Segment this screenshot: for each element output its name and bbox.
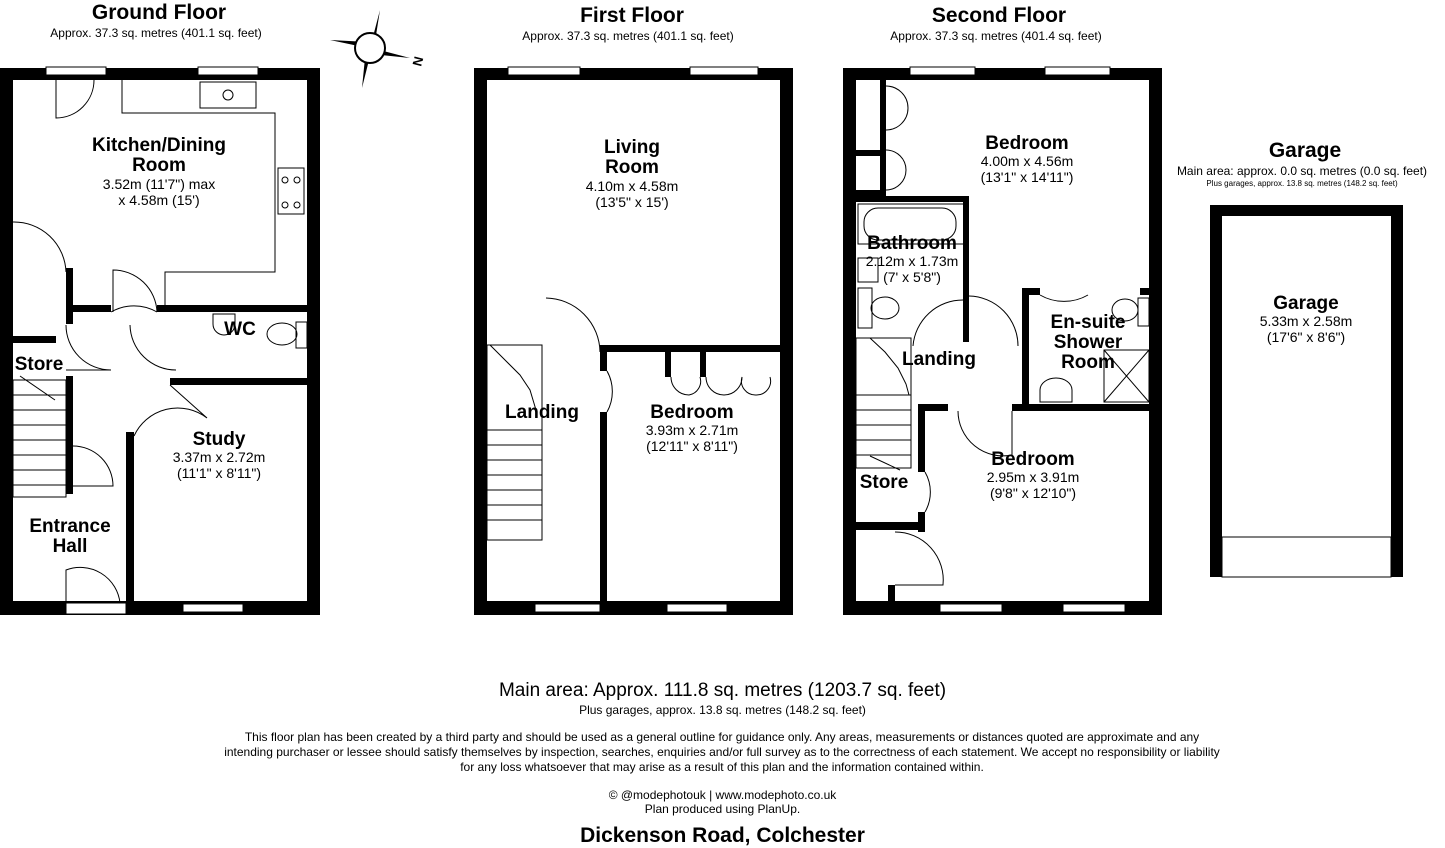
first-floor-area: Approx. 37.3 sq. metres (401.1 sq. feet): [522, 29, 734, 43]
bathroom-dim-1: 2.12m x 1.73m: [865, 253, 959, 269]
door-swing: [73, 446, 113, 486]
wall: [0, 601, 320, 615]
window: [535, 604, 600, 612]
ensuite-label-2: Shower: [1053, 332, 1123, 353]
second-floor-area: Approx. 37.3 sq. metres (401.4 sq. feet): [890, 29, 1102, 43]
study-dim-1: 3.37m x 2.72m: [172, 449, 266, 465]
wall: [1149, 404, 1162, 615]
ensuite-basin: [1040, 378, 1072, 402]
ground-floor-title: Ground Floor: [91, 1, 227, 24]
door-swing: [1040, 295, 1088, 301]
first-bedroom-label: Bedroom: [650, 402, 734, 423]
first-bedroom-dim-2: (12'11" x 8'11"): [646, 438, 738, 454]
wc-label: WC: [224, 319, 256, 340]
wardrobe-door: [671, 377, 701, 395]
garage-title: Garage: [1268, 139, 1342, 162]
store-label: Store: [14, 354, 64, 375]
second-bedroom1-dim-1: 4.00m x 4.56m: [980, 153, 1074, 169]
wall: [474, 601, 793, 615]
wc-cistern: [296, 322, 307, 348]
door-swing: [56, 80, 94, 118]
garage-door: [1222, 537, 1391, 577]
window: [940, 604, 1002, 612]
wardrobe-door: [886, 86, 908, 190]
wall: [126, 432, 134, 607]
wall: [843, 68, 856, 615]
second-bedroom2-dim-1: 2.95m x 3.91m: [986, 469, 1080, 485]
ensuite-label-1: En-suite: [1050, 312, 1126, 333]
cistern: [858, 288, 872, 328]
ensuite-label-3: Room: [1061, 352, 1115, 373]
ground-floor-area: Approx. 37.3 sq. metres (401.1 sq. feet): [50, 26, 262, 40]
door-swing: [925, 472, 930, 512]
window: [198, 67, 258, 75]
front-door-opening: [66, 603, 126, 614]
compass-north-label: N: [409, 54, 427, 68]
wall: [474, 68, 487, 615]
second-floor-plan: [843, 4, 1162, 615]
wall: [600, 345, 607, 371]
wardrobe-door: [706, 377, 771, 395]
door-swing: [66, 325, 111, 370]
wall: [170, 378, 307, 385]
first-bedroom-dim-1: 3.93m x 2.71m: [645, 422, 739, 438]
wall: [918, 404, 925, 472]
hob: [278, 168, 304, 214]
window: [1045, 67, 1110, 75]
wall: [856, 522, 925, 530]
garage-dim-2: (17'6" x 8'6"): [1266, 329, 1346, 345]
window: [508, 67, 580, 75]
garage-dim-1: 5.33m x 2.58m: [1259, 313, 1353, 329]
hall-label-1: Entrance: [29, 516, 111, 537]
sink-bowl: [223, 90, 233, 100]
plus-garages-total: Plus garages, approx. 13.8 sq. metres (148.2 sq. feet): [579, 703, 866, 717]
disclaimer: This floor plan has been created by a third party and should be used as a general outline for guidance only. Any areas, measurements or distances quoted are approximate and any intending purchaser or lessee should satisfy themselves by inspection, searches, enquiries and/or full survey as to the correctness of each statement. We accept no responsibility or liability for any loss whatsoever that may arise as a result of this plan and the information contained within.: [224, 730, 1220, 774]
wall: [66, 268, 73, 324]
garage-plus: Plus garages, approx. 13.8 sq. metres (148.2 sq. feet): [1206, 179, 1398, 188]
wall: [600, 345, 780, 352]
study-dim-2: (11'1" x 8'11"): [176, 465, 262, 481]
window: [690, 67, 758, 75]
first-floor-title: First Floor: [580, 4, 684, 27]
wall: [1140, 288, 1149, 295]
living-label-2: Room: [605, 157, 659, 178]
door-swing: [969, 296, 1018, 346]
kitchen-label-1: Kitchen/Dining: [91, 135, 227, 156]
property-address: Dickenson Road, Colchester: [580, 824, 865, 847]
plan-produced: Plan produced using PlanUp.: [644, 802, 801, 816]
first-floor-plan: [474, 4, 793, 615]
wall: [880, 80, 886, 190]
garage-room-label: Garage: [1273, 293, 1339, 314]
kitchen-dim-1: 3.52m (11'7") max: [102, 176, 216, 192]
staircase: [13, 376, 66, 497]
wall: [843, 68, 1162, 80]
wall: [780, 68, 793, 615]
ground-floor-plan: [0, 1, 320, 615]
door-swing: [13, 222, 66, 272]
credit: © @modephotouk | www.modephoto.co.uk: [608, 788, 837, 802]
staircase: [487, 345, 542, 540]
wc-toilet: [267, 323, 297, 345]
wall: [0, 336, 56, 343]
bathroom-dim-2: (7' x 5'8"): [883, 269, 941, 285]
second-floor-title: Second Floor: [931, 4, 1067, 27]
wall: [856, 196, 968, 202]
wall: [1149, 68, 1162, 411]
living-label-1: Living: [604, 137, 660, 158]
living-dim-2: (13'5" x 15'): [595, 194, 669, 210]
window: [183, 604, 243, 612]
door-swing: [66, 567, 120, 603]
living-dim-1: 4.10m x 4.58m: [585, 178, 679, 194]
hall-label-2: Hall: [52, 536, 88, 557]
ensuite-cistern: [1138, 298, 1149, 326]
wall: [1012, 404, 1162, 411]
door-swing: [607, 371, 612, 412]
bathroom-label: Bathroom: [867, 233, 957, 254]
wall: [66, 305, 111, 312]
wall: [66, 376, 73, 494]
wall: [665, 345, 671, 377]
second-bedroom2-label: Bedroom: [991, 449, 1075, 470]
sink: [200, 82, 256, 108]
door-swing: [546, 298, 600, 352]
door-swing: [913, 300, 963, 346]
toilet: [871, 297, 899, 319]
wall: [1391, 205, 1403, 577]
garage-plan: [1177, 139, 1427, 577]
wall: [1210, 205, 1222, 577]
wall: [856, 190, 886, 196]
wall: [157, 305, 307, 312]
second-bedroom2-dim-2: (9'8" x 12'10"): [989, 485, 1077, 501]
second-bedroom1-label: Bedroom: [985, 133, 1069, 154]
study-label: Study: [192, 429, 246, 450]
second-landing-label: Landing: [902, 349, 976, 370]
first-landing-label: Landing: [505, 402, 579, 423]
second-store-label: Store: [859, 472, 909, 493]
main-area-total: Main area: Approx. 111.8 sq. metres (1203.7 sq. feet): [498, 680, 947, 701]
kitchen-label-2: Room: [132, 155, 186, 176]
door-swing: [111, 306, 157, 312]
wall: [307, 68, 320, 615]
garage-area: Main area: approx. 0.0 sq. metres (0.0 sq. feet): [1176, 164, 1428, 178]
compass-icon: [330, 10, 426, 88]
wall: [1210, 205, 1403, 216]
door-swing: [895, 532, 943, 585]
second-bedroom1-dim-2: (13'1" x 14'11"): [980, 169, 1074, 185]
window: [910, 67, 975, 75]
kitchen-dim-2: x 4.58m (15'): [118, 192, 200, 208]
window: [46, 67, 106, 75]
door-swing: [130, 325, 176, 370]
wall: [600, 412, 607, 607]
wall: [700, 345, 706, 377]
window: [667, 604, 727, 612]
wall: [888, 585, 895, 601]
wall: [1022, 288, 1040, 295]
window: [1063, 604, 1125, 612]
wall: [1022, 288, 1029, 410]
